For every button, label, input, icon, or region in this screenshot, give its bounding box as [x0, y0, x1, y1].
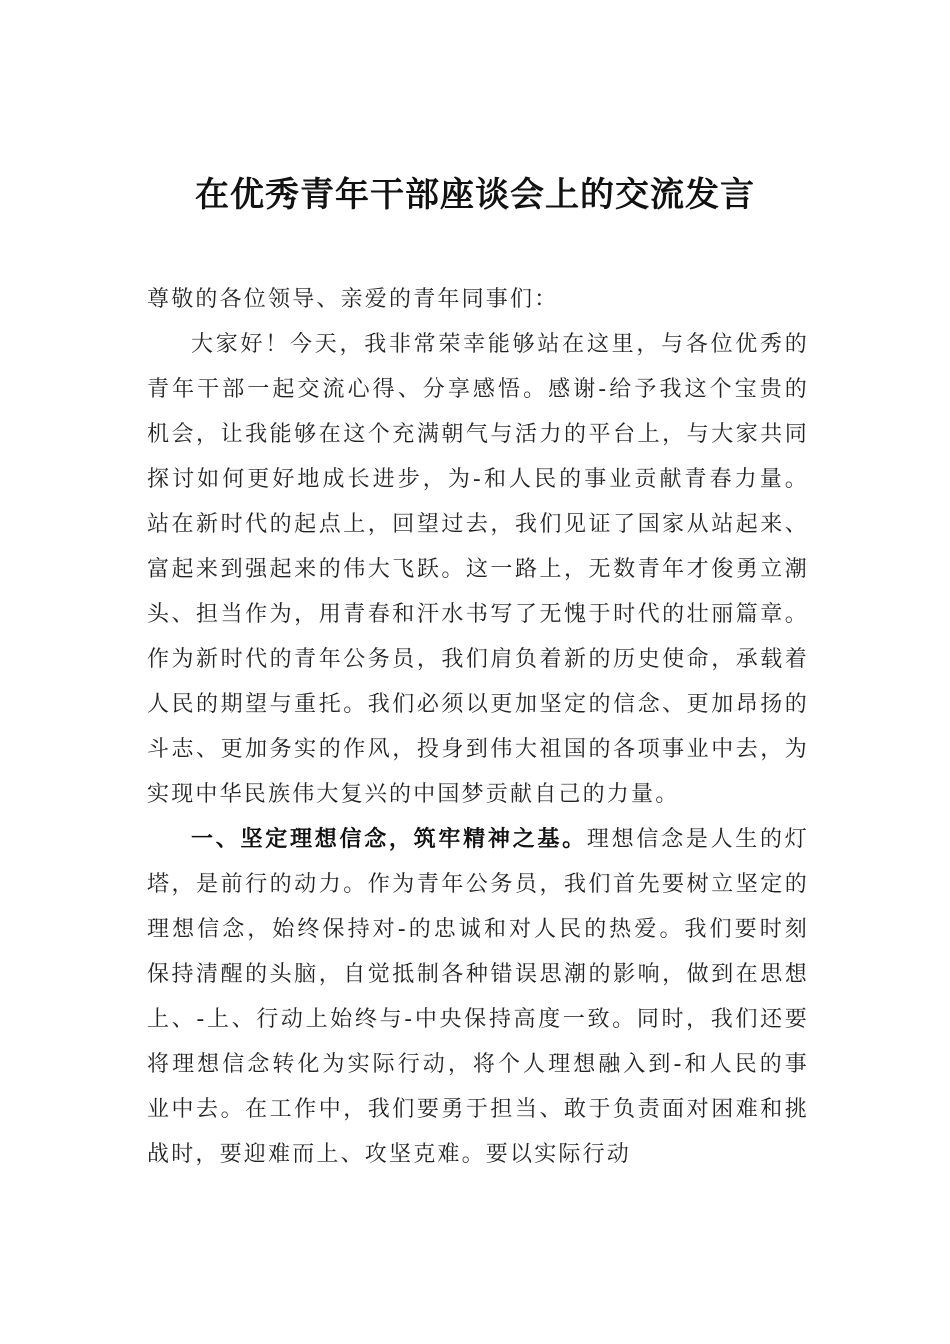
paragraph-section-one — [147, 817, 809, 1177]
paragraph-intro — [147, 322, 809, 817]
document-body — [147, 277, 809, 1177]
paragraph-text: 大家好！今天，我非常荣幸能够站在这里，与各位优秀的青年干部一起交流心得、分享感悟。感谢-给予我这个宝贵的机会，让我能够在这个充满朝气与活力的平台上，与大家共同探讨如何更好地成长进步，为-和人民的事业贡献青春力量。站在新时代的起点上，回望过去，我们见证了国家从站起来、富起来到强起来的伟大飞跃。这一路上，无数青年才俊勇立潮头、担当作为，用青春和汗水书写了无愧于时代的壮丽篇章。作为新时代的青年公务员，我们肩负着新的历史使命，承载着人民的期望与重托。我们必须以更加坚定的信念、更加昂扬的斗志、更加务实的作风，投身到伟大祖国的各项事业中去，为实现中华民族伟大复兴的中国梦贡献自己的力量。 — [147, 332, 809, 807]
paragraph-text: 理想信念是人生的灯塔，是前行的动力。作为青年公务员，我们首先要树立坚定的理想信念，始终保持对-的忠诚和对人民的热爱。我们要时刻保持清醒的头脑，自觉抵制各种错误思潮的影响，做到在思想上、-上、行动上始终与-中央保持高度一致。同时，我们还要将理想信念转化为实际行动，将个人理想融入到-和人民的事业中去。在工作中，我们要勇于担当、敢于负责面对困难和挑战时，要迎难而上、攻坚克难。要以实际行动 — [147, 827, 809, 1167]
document-title: 在优秀青年干部座谈会上的交流发言 — [195, 175, 755, 215]
salutation: 尊敬的各位领导、亲爱的青年同事们： — [147, 287, 559, 312]
section-heading: 一、坚定理想信念，筑牢精神之基。 — [191, 827, 587, 852]
